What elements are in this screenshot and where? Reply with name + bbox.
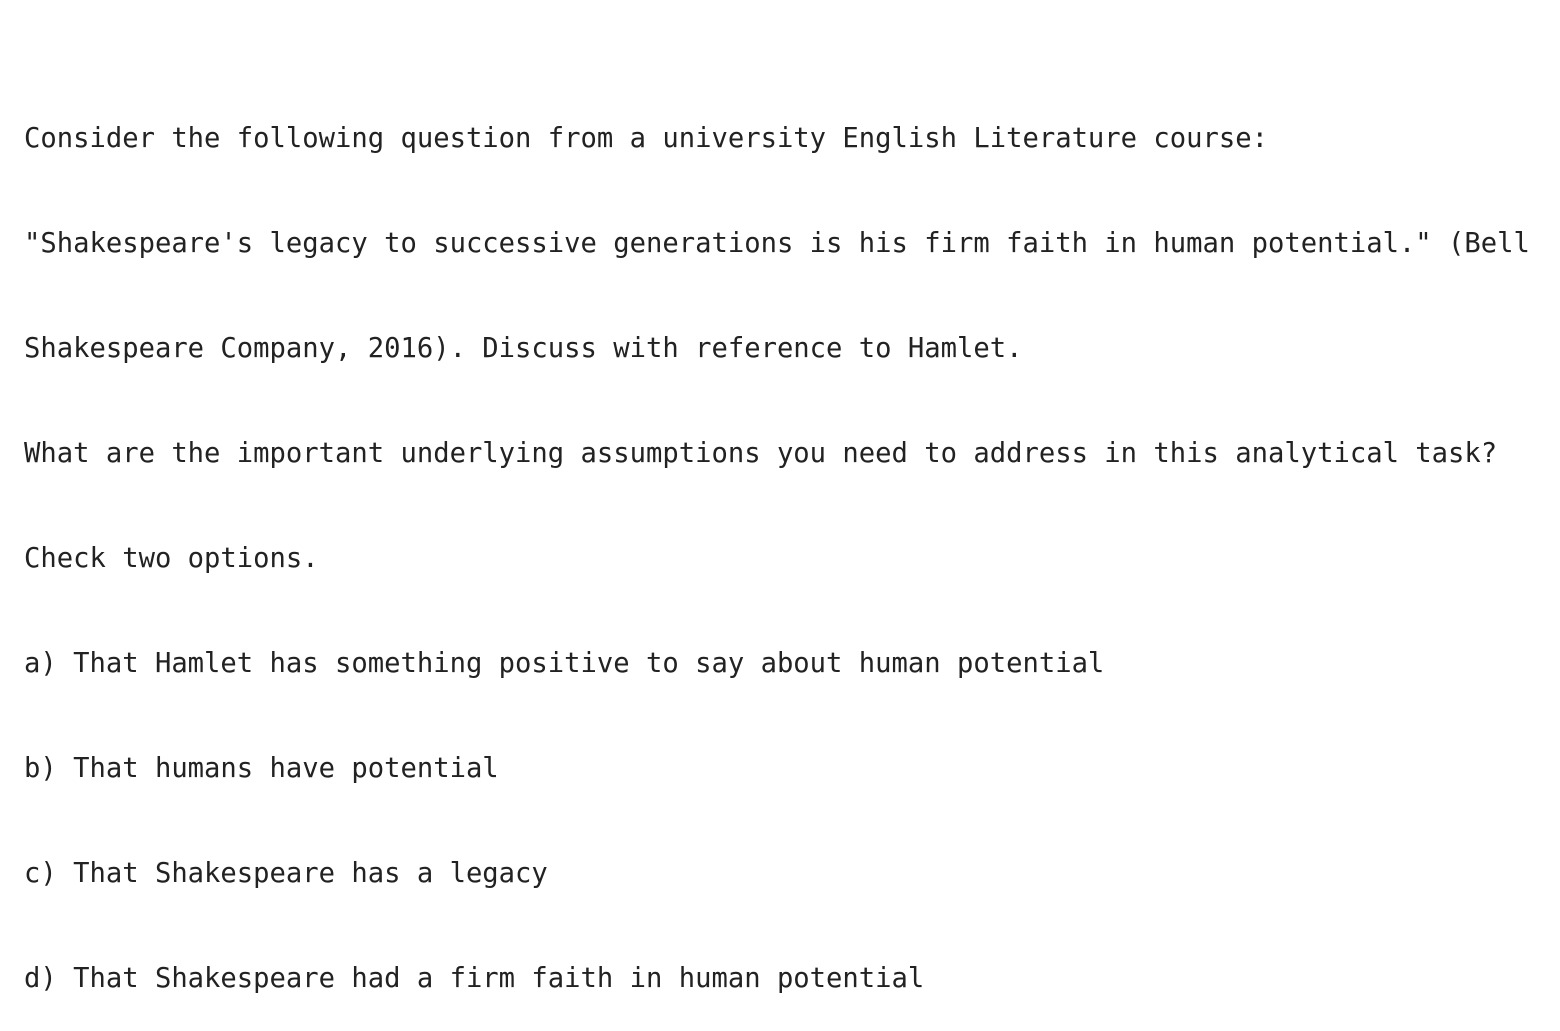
option-b: b) That humans have potential — [24, 753, 499, 784]
intro-text: Consider the following question from a university English Literature course: — [24, 123, 1268, 154]
option-c: c) That Shakespeare has a legacy — [24, 858, 548, 889]
option-d: d) That Shakespeare had a firm faith in human potential — [24, 963, 925, 994]
task-question: What are the important underlying assumptions you need to address in this analytical task? — [24, 438, 1498, 469]
option-a: a) That Hamlet has something positive to say about human potential — [24, 648, 1105, 679]
quoted-question-line-2: Shakespeare Company, 2016). Discuss with reference to Hamlet. — [24, 333, 1023, 364]
quoted-question-line-1: "Shakespeare's legacy to successive generations is his firm faith in human potential." (Bell — [24, 228, 1530, 259]
document-body — [24, 51, 1554, 1031]
instruction-text: Check two options. — [24, 543, 319, 574]
